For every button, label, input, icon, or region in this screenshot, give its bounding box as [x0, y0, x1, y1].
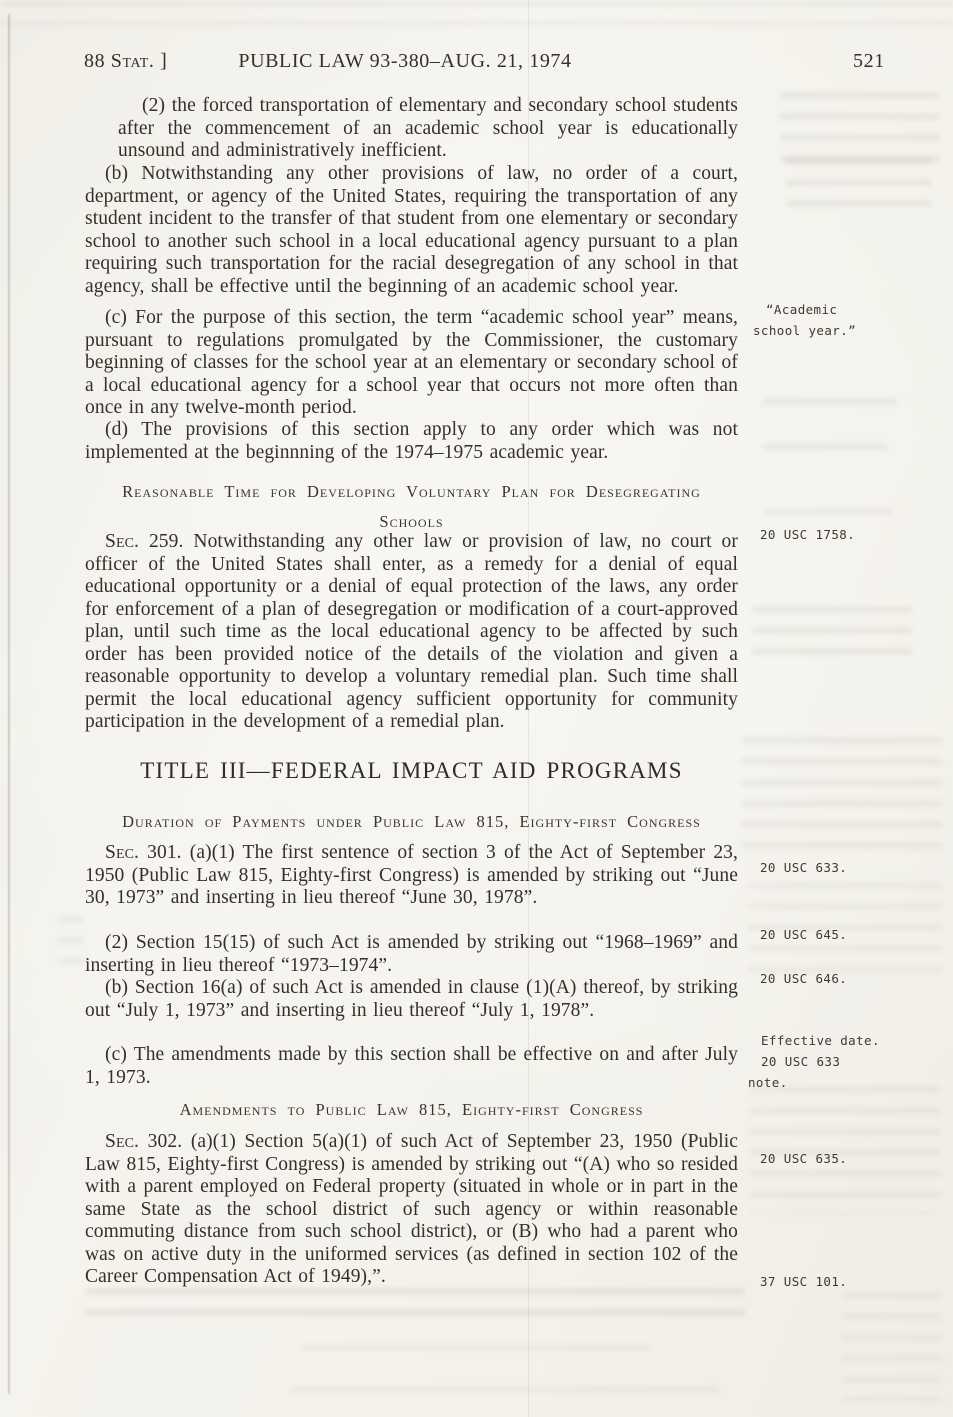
section-302-label: Sec. 302. [105, 1131, 183, 1152]
section-302-heading: Amendments to Public Law 815, Eighty-first Congress [179, 1100, 644, 1119]
margin-note-20-usc-1758: 20 USC 1758. [760, 527, 856, 542]
margin-note-20-usc-633: 20 USC 633. [760, 860, 848, 875]
bleedthrough-smudge [762, 443, 887, 461]
page-edge-line [8, 14, 10, 1394]
section-259-label: Sec. 259. [105, 531, 184, 552]
section-302-text: (a)(1) Section 5(a)(1) of such Act of September 23, 1950 (Public Law 815, Eighty-first Congress) is amended by striking out “(A) who so resided with a parent employed on Federal property (situated in whole or in part in the same State as the school district of such agency or within reasonable commuting distance from such school district), or (B) who had a parent who was on active duty in the uniformed services (as defined in section 102 of the Career Compensation Act of 1949),”. [85, 1131, 739, 1287]
section-301-paragraph-c: (c) The amendments made by this section shall be effective on and after July 1, 1973. [85, 1044, 738, 1088]
bleedthrough-smudge [752, 606, 912, 664]
law-title: PUBLIC LAW 93-380–AUG. 21, 1974 [238, 50, 572, 72]
margin-note-line: note. [748, 1075, 788, 1090]
bleedthrough-smudge [290, 1386, 720, 1406]
bleedthrough-smudge [762, 398, 897, 416]
section-301-paragraph-a1 [85, 842, 738, 910]
bleedthrough-smudge [842, 1292, 942, 1402]
section-259-text: Notwithstanding any other law or provision of law, no court or officer of the United States shall enter, as a remedy for a denial of equal educational opportunity or a denial of equal protection of the laws, any order for enforcement of a plan of desegregation or modification of a court-approved plan, until such time as the local educational agency to be affected by such order has been provided notice of the details of the violation and given a reasonable opportunity to develop a voluntary remedial plan. Such time shall permit the local educational agency sufficient opportunity for community participation in the development of a remedial plan. [85, 531, 738, 732]
title-iii-heading: TITLE III—FEDERAL IMPACT AID PROGRAMS [140, 758, 683, 783]
margin-note-line: 20 USC 633 [761, 1054, 841, 1069]
paragraph-d: (d) The provisions of this section apply to any order which was not implemented at the beginnning of the 1974–1975 academic year. [85, 419, 738, 463]
section-301-label: Sec. 301. [105, 842, 182, 863]
margin-note-line: school year.” [753, 323, 857, 338]
bleedthrough-smudge [85, 1288, 745, 1328]
bleedthrough-smudge [762, 508, 892, 524]
margin-note-20-usc-645: 20 USC 645. [760, 927, 848, 942]
bleedthrough-smudge [0, 0, 953, 26]
bleedthrough-smudge [58, 916, 84, 976]
section-301-paragraph-2: (2) Section 15(15) of such Act is amended by striking out “1968–1969” and inserting in lieu thereof “1973–1974”. [85, 932, 738, 976]
section-259-heading-line1: Reasonable Time for Developing Voluntary Plan for Desegregating [122, 482, 701, 501]
stat-label: 88 Stat. ] [84, 50, 168, 72]
margin-note-20-usc-646: 20 USC 646. [760, 971, 848, 986]
margin-note-line: Effective date. [761, 1033, 880, 1048]
section-259-heading-line2: Schools [379, 512, 444, 531]
margin-note-37-usc-101: 37 USC 101. [760, 1274, 848, 1289]
section-301-text-a1: (a)(1) The first sentence of section 3 of the Act of September 23, 1950 (Public Law 815, Eighty-first Congress) is amended by striking out “June 30, 1973” and inserting in lieu thereof “June 30, 1978”. [85, 842, 738, 908]
margin-note-line: “Academic [766, 302, 838, 317]
section-301-paragraph-b: (b) Section 16(a) of such Act is amended in clause (1)(A) thereof, by striking out “July 1, 1973” and inserting in lieu thereof “July 1, 1978”. [85, 977, 738, 1021]
paragraph-b: (b) Notwithstanding any other provisions of law, no order of a court, department, or agency of the United States, requiring the transportation of any student incident to the transfer of that student from one elementary or secondary school to another such school in a local educational agency pursuant to a plan requiring such transportation for the racial desegregation of any school in that agency, shall be effective until the beginning of an academic school year. [85, 163, 738, 297]
page-number: 521 [853, 50, 885, 72]
bleedthrough-smudge [786, 158, 931, 210]
paragraph-c: (c) For the purpose of this section, the term “academic school year” means, pursuant to regulations promulgated by the Commissioner, the customary beginning of classes for the school year at an elementary or secondary school of a local educational agency for a school year that occurs not more often than once in any twelve-month period. [85, 307, 738, 418]
bleedthrough-smudge [742, 737, 942, 849]
paragraph-item-2: (2) the forced transportation of elementary and secondary school students after the commencement of an academic school year is educationally unsound and administratively inefficient. [118, 95, 738, 161]
bleedthrough-smudge [780, 92, 940, 164]
margin-note-academic-school-year [753, 299, 856, 341]
section-301-heading: Duration of Payments under Public Law 815, Eighty-first Congress [122, 812, 701, 831]
margin-note-20-usc-635: 20 USC 635. [760, 1151, 848, 1166]
section-259-heading [85, 477, 738, 537]
section-259-paragraph [85, 531, 738, 734]
bleedthrough-smudge [300, 1344, 650, 1360]
section-302-paragraph [85, 1131, 738, 1289]
margin-note-effective-date [748, 1030, 880, 1093]
